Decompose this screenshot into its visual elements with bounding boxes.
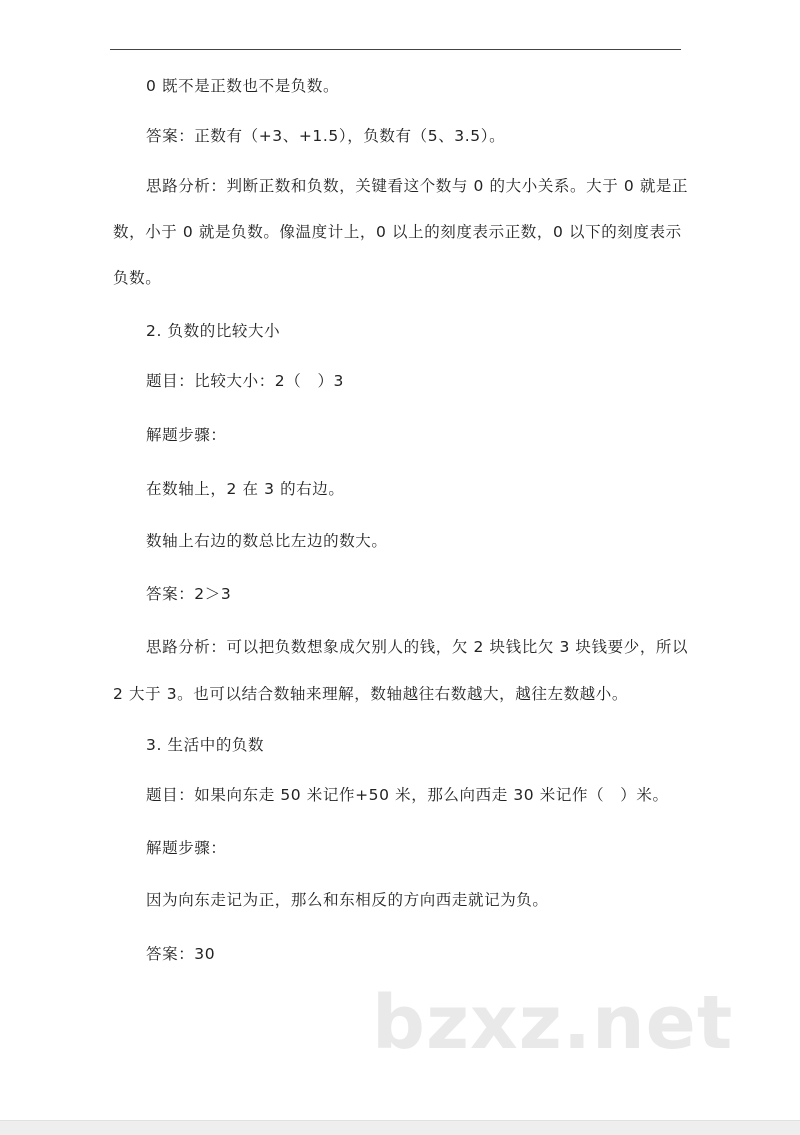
text-line-analysis-1a: 思路分析：判断正数和负数，关键看这个数与 0 的大小关系。大于 0 就是正: [146, 177, 689, 195]
text-line-steps-label-2: 解题步骤：: [146, 426, 227, 444]
text-line-answer-3: 答案：30: [146, 945, 216, 963]
text-line-steps-label-3: 解题步骤：: [146, 839, 227, 857]
text-line-analysis-1b: 数，小于 0 就是负数。像温度计上，0 以上的刻度表示正数，0 以下的刻度表示: [113, 223, 682, 241]
text-line-answer-1: 答案：正数有（+3、+1.5），负数有（5、3.5）。: [146, 127, 506, 145]
text-line-analysis-2a: 思路分析：可以把负数想象成欠别人的钱，欠 2 块钱比欠 3 块钱要少，所以: [146, 638, 689, 656]
header-rule: [110, 49, 681, 50]
text-line-step-2b: 数轴上右边的数总比左边的数大。: [146, 532, 388, 550]
text-line-answer-2: 答案：2＞3: [146, 585, 232, 603]
section-heading-3: 3. 生活中的负数: [146, 736, 265, 754]
page-bottom-strip: [0, 1120, 800, 1135]
watermark: bzxz.net: [372, 980, 734, 1066]
text-line-question-2: 题目：比较大小：2（ ）3: [146, 372, 345, 390]
text-line-question-3: 题目：如果向东走 50 米记作+50 米，那么向西走 30 米记作（ ）米。: [146, 786, 669, 804]
section-heading-2: 2. 负数的比较大小: [146, 322, 281, 340]
text-line-step-3a: 因为向东走记为正，那么和东相反的方向西走就记为负。: [146, 891, 549, 909]
text-line-analysis-1c: 负数。: [113, 269, 162, 287]
text-line-analysis-2b: 2 大于 3。也可以结合数轴来理解，数轴越往右数越大，越往左数越小。: [113, 685, 628, 703]
text-line-step-2a: 在数轴上，2 在 3 的右边。: [146, 480, 345, 498]
text-line-zero-neither: 0 既不是正数也不是负数。: [146, 77, 340, 95]
